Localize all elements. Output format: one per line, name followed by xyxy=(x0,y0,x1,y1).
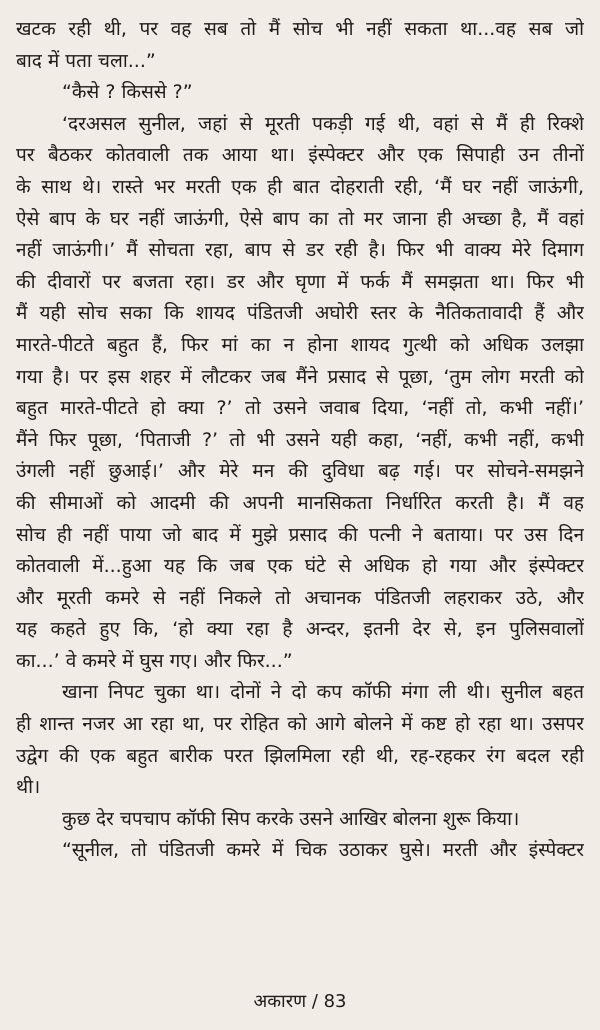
text-line: की दीवारों पर बजता रहा। डर और घृणा में फर्क मैं समझता था। फिर भी xyxy=(16,270,584,293)
body-text xyxy=(16,14,584,867)
text-line: नहीं जाऊंगी।’ मैं सोचता रहा, बाप से डर रही है। फिर भी वाक्य मेरे दिमाग xyxy=(16,239,584,262)
text-line: सोच ही नहीं पाया जो बाद में मुझे प्रसाद की पत्नी ने बताया। पर उस दिन xyxy=(16,523,584,546)
text-line: कुछ देर चपचाप कॉफी सिप करके उसने आखिर बोलना शुरू किया। xyxy=(62,807,520,830)
text-line: का...’ वे कमरे में घुस गए। और फिर...” xyxy=(16,649,293,672)
text-line: बाद में पता चला...” xyxy=(16,49,156,72)
text-line: बहुत मारते-पीटते हो क्या ?’ तो उसने जवाब दिया, ‘नहीं तो, कभी नहीं।’ xyxy=(16,397,584,420)
text-line: ऐसे बाप के घर नहीं जाऊंगी, ऐसे बाप का तो मर जाना ही अच्छा है, मैं वहां xyxy=(16,207,584,230)
text-line: उंगली नहीं छुआई।’ और मेरे मन की दुविधा बढ़ गई। पर सोचने-समझने xyxy=(16,460,584,483)
text-line: गया है। पर इस शहर में लौटकर जब मैंने प्रसाद से पूछा, ‘तुम लोग मरती को xyxy=(16,365,584,388)
text-line: उद्वेग की एक बहुत बारीक परत झिलमिला रही थी, रह-रहकर रंग बदल रही xyxy=(16,744,584,767)
text-line: यह कहते हुए कि, ‘हो क्या रहा है अन्दर, इतनी देर से, इन पुलिसवालों xyxy=(16,618,584,641)
text-line: “कैसे ? किससे ?” xyxy=(62,81,193,104)
text-line: और मूरती कमरे से नहीं निकले तो अचानक पंडितजी लहराकर उठे, और xyxy=(16,586,584,609)
page-footer: अकारण / 83 xyxy=(253,991,347,1012)
text-line: मैंने फिर पूछा, ‘पिताजी ?’ तो भी उसने यही कहा, ‘नहीं, कभी नहीं, कभी xyxy=(16,428,584,451)
text-line: मारते-पीटते बहुत हैं, फिर मां का न होना शायद गुत्थी को अधिक उलझा xyxy=(16,333,584,356)
text-line: खटक रही थी, पर वह सब तो मैं सोच भी नहीं सकता था...वह सब जो xyxy=(16,18,584,40)
text-line: कोतवाली में...हुआ यह कि जब एक घंटे से अधिक हो गया और इंस्पेक्टर xyxy=(16,555,584,578)
text-line: के साथ थे। रास्ते भर मरती एक ही बात दोहराती रही, ‘मैं घर नहीं जाऊंगी, xyxy=(16,175,584,198)
text-line: मैं यही सोच सका कि शायद पंडितजी अघोरी स्तर के नैतिकतावादी हैं और xyxy=(16,302,584,325)
text-line: ‘दरअसल सुनील, जहां से मूरती पकड़ी गई थी, वहां से मैं ही रिक्शे xyxy=(62,112,584,135)
text-line: “सूनील, तो पंडितजी कमरे में चिक उठाकर घुसे। मरती और इंस्पेक्टर xyxy=(62,839,584,862)
text-line: पर बैठकर कोतवाली तक आया था। इंस्पेक्टर और एक सिपाही उन तीनों xyxy=(16,144,584,167)
text-line: ही शान्त नजर आ रहा था, पर रोहित को आगे बोलने में कष्ट हो रहा था। उसपर xyxy=(16,713,584,736)
text-line: की सीमाओं को आदमी की अपनी मानसिकता निर्धारित करती है। मैं वह xyxy=(16,491,584,514)
text-line: खाना निपट चुका था। दोनों ने दो कप कॉफी मंगा ली थी। सुनील बहत xyxy=(62,681,584,704)
text-line: थी। xyxy=(16,776,41,799)
